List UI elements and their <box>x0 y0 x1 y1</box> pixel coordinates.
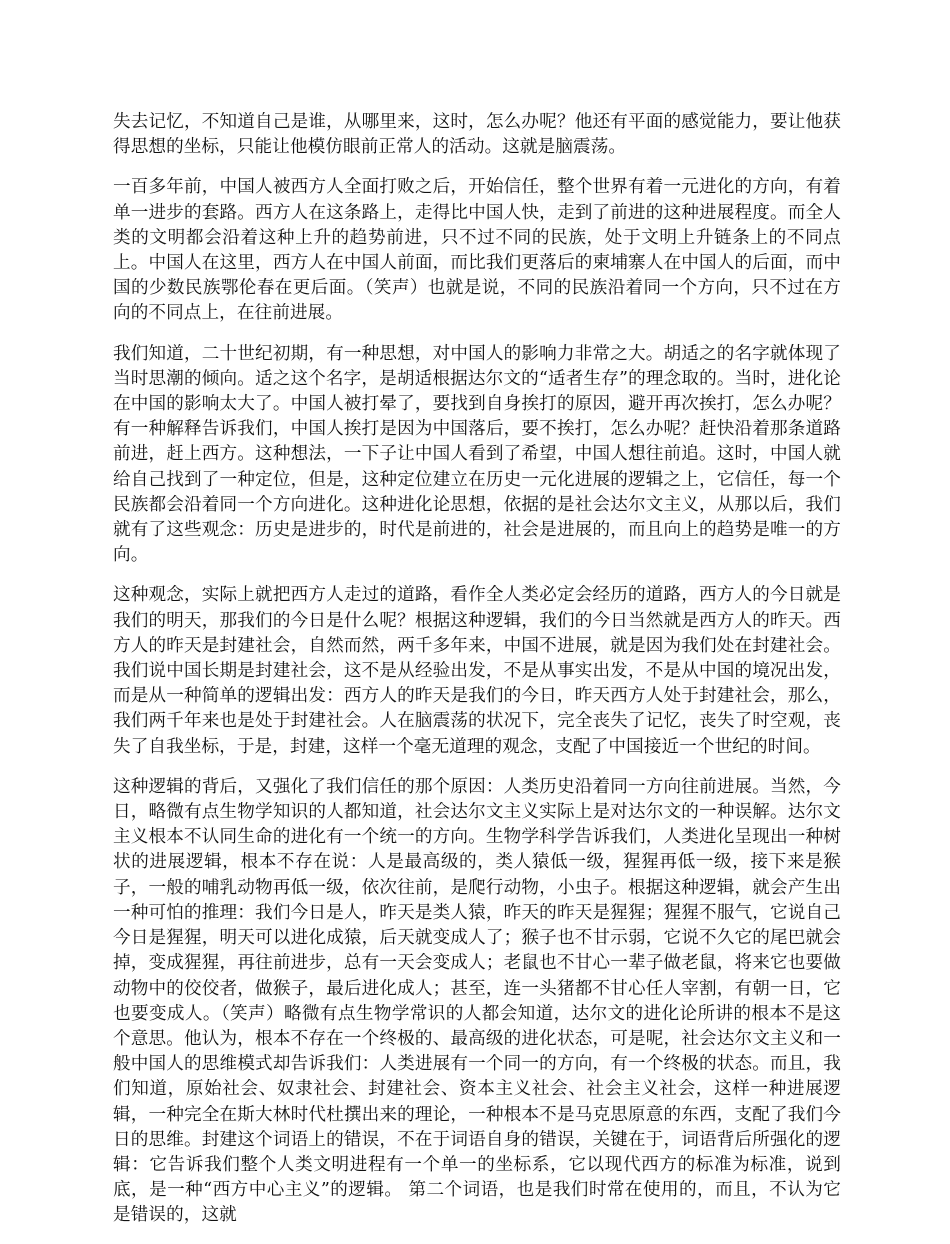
paragraph: 一百多年前，中国人被西方人全面打败之后，开始信任，整个世界有着一元进化的方向，有着单一进步的套路。西方人在这条路上，走得比中国人快，走到了前进的这种进展程度。而全人类的文明都会沿着这种上升的趋势前进，只不过不同的民族，处于文明上升链条上的不同点上。中国人在这里，西方人在中国人前面，而比我们更落后的柬埔寨人在中国人的后面，而中国的少数民族鄂伦春在更后面。（笑声）也就是说，不同的民族沿着同一个方向，只不过在方向的不同点上，在往前进展。 <box>113 177 841 324</box>
document-body <box>113 110 841 1244</box>
paragraph: 这种逻辑的背后，又强化了我们信任的那个原因：人类历史沿着同一方向往前进展。当然，今日，略微有点生物学知识的人都知道，社会达尔文主义实际上是对达尔文的一种误解。达尔文主义根本不认同生命的进化有一个统一的方向。生物学科学告诉我们，人类进化呈现出一种树状的进展逻辑，根本不存在说：人是最高级的，类人猿低一级，猩猩再低一级，接下来是猴子，一般的哺乳动物再低一级，依次往前，是爬行动物，小虫子。根据这种逻辑，就会产生出一种可怕的推理：我们今日是人，昨天是类人猿，昨天的昨天是猩猩；猩猩不服气，它说自己今日是猩猩，明天可以进化成猿，后天就变成人了；猴子也不甘示弱，它说不久它的尾巴就会掉，变成猩猩，再往前进步，总有一天会变成人；老鼠也不甘心一辈子做老鼠，将来它也要做动物中的佼佼者，做猴子，最后进化成人；甚至，连一头猪都不甘心任人宰割，有朝一日，它也要变成人。（笑声）略微有点生物学常识的人都会知道，达尔文的进化论所讲的根本不是这个意思。他认为，根本不存在一个终极的、最高级的进化状态，可是呢，社会达尔文主义和一般中国人的思维模式却告诉我们：人类进展有一个同一的方向，有一个终极的状态。而且，我们知道，原始社会、奴隶社会、封建社会、资本主义社会、社会主义社会，这样一种进展逻辑，一种完全在斯大林时代杜撰出来的理论，一种根本不是马克思原意的东西，支配了我们今日的思维。封建这个词语上的错误，不在于词语自身的错误，关键在于，词语背后所强化的逻辑：它告诉我们整个人类文明进程有一个单一的坐标系，它以现代西方的标准为标准，说到底，是一种“西方中心主义”的逻辑。 第二个词语，也是我们时常在使用的，而且，不认为它是错误的，这就 <box>113 776 841 1226</box>
paragraph: 这种观念，实际上就把西方人走过的道路，看作全人类必定会经历的道路，西方人的今日就是我们的明天，那我们的今日是什么呢？根据这种逻辑，我们的今日当然就是西方人的昨天。西方人的昨天是封建社会，自然而然，两千多年来，中国不进展，就是因为我们处在封建社会。我们说中国长期是封建社会，这不是从经验出发，不是从事实出发，不是从中国的境况出发，而是从一种简单的逻辑出发：西方人的昨天是我们的今日，昨天西方人处于封建社会，那么，我们两千年来也是处于封建社会。人在脑震荡的状况下，完全丧失了记忆，丧失了时空观，丧失了自我坐标，于是，封建，这样一个毫无道理的观念，支配了中国接近一个世纪的时间。 <box>113 585 841 757</box>
paragraph: 失去记忆，不知道自己是谁，从哪里来，这时，怎么办呢？他还有平面的感觉能力，要让他获得思想的坐标，只能让他模仿眼前正常人的活动。这就是脑震荡。 <box>113 112 841 158</box>
paragraph: 我们知道，二十世纪初期，有一种思想，对中国人的影响力非常之大。胡适之的名字就体现了当时思潮的倾向。适之这个名字，是胡适根据达尔文的“适者生存”的理念取的。当时，进化论在中国的影响太大了。中国人被打晕了，要找到自身挨打的原因，避开再次挨打，怎么办呢？有一种解释告诉我们，中国人挨打是因为中国落后，要不挨打，怎么办呢？赶快沿着那条道路前进，赶上西方。这种想法，一下子让中国人看到了希望，中国人想往前追。这时，中国人就给自己找到了一种定位，但是，这种定位建立在历史一元化进展的逻辑之上，它信任，每一个民族都会沿着同一个方向进化。这种进化论思想，依据的是社会达尔文主义，从那以后，我们就有了这些观念：历史是进步的，时代是前进的，社会是进展的，而且向上的趋势是唯一的方向。 <box>113 343 841 566</box>
